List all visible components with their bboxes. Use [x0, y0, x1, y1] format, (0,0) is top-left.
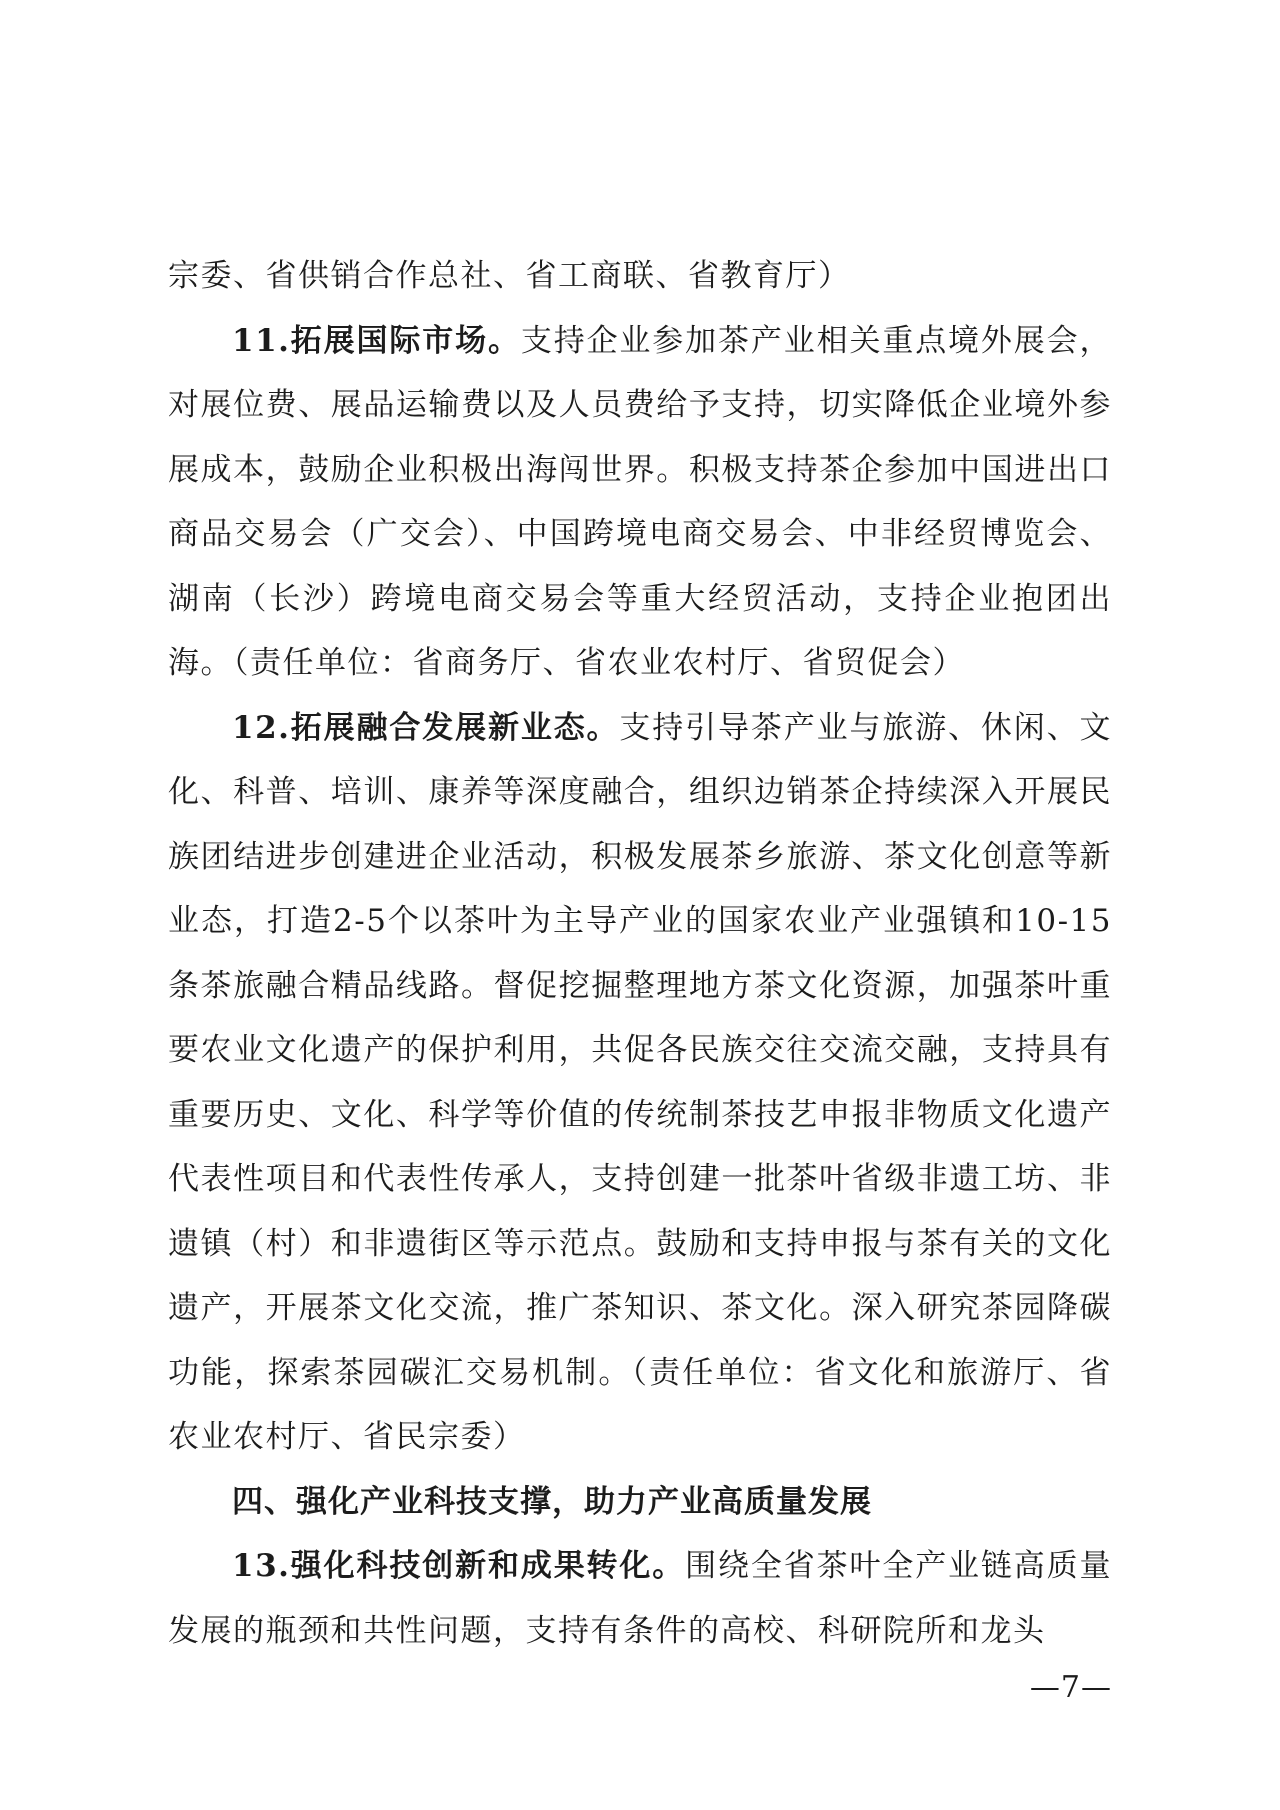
item-11-heading: 11.拓展国际市场。 [232, 322, 521, 359]
paragraph-text: 宗委、省供销合作总社、省工商联、省教育厅） [168, 258, 851, 294]
paragraph-continuation [168, 244, 1112, 309]
item-13-heading: 13.强化科技创新和成果转化。 [232, 1548, 686, 1584]
item-11-text: 支持企业参加茶产业相关重点境外展会，对展位费、展品运输费以及人员费给予支持，切实降低企业境外参展成本，鼓励企业积极出海闯世界。积极支持茶企参加中国进出口商品交易会（广交会）、中国跨境电商交易会、中非经贸博览会、湖南（长沙）跨境电商交易会等重大经贸活动，支持企业抱团出海。（责任单位：省商务厅、省农业农村厅、省贸促会） [168, 322, 1113, 681]
item-13-text: 围绕全省茶叶全产业链高质量发展的瓶颈和共性问题，支持有条件的高校、科研院所和龙头 [168, 1548, 1113, 1649]
item-12-text: 支持引导茶产业与旅游、休闲、文化、科普、培训、康养等深度融合，组织边销茶企持续深入开展民族团结进步创建进企业活动，积极发展茶乡旅游、茶文化创意等新业态，打造2-5个以茶叶为主导产业的国家农业产业强镇和10-15条茶旅融合精品线路。督促挖掘整理地方茶文化资源，加强茶叶重要农业文化遗产的保护利用，共促各民族交往交流交融，支持具有重要历史、文化、科学等价值的传统制茶技艺申报非物质文化遗产代表性项目和代表性传承人，支持创建一批茶叶省级非遗工坊、非遗镇（村）和非遗街区等示范点。鼓励和支持申报与茶有关的文化遗产，开展茶文化交流，推广茶知识、茶文化。深入研究茶园降碳功能，探索茶园碳汇交易机制。（责任单位：省文化和旅游厅、省农业农村厅、省民宗委） [168, 709, 1112, 1455]
paragraph-item-11 [168, 309, 1112, 696]
page-number: —7— [1029, 1670, 1112, 1705]
document-body [168, 244, 1112, 1663]
item-12-heading: 12.拓展融合发展新业态。 [232, 709, 620, 746]
section-heading-4: 四、强化产业科技支撑，助力产业高质量发展 [232, 1483, 872, 1520]
paragraph-item-13 [168, 1534, 1112, 1663]
paragraph-item-12 [168, 696, 1112, 1470]
